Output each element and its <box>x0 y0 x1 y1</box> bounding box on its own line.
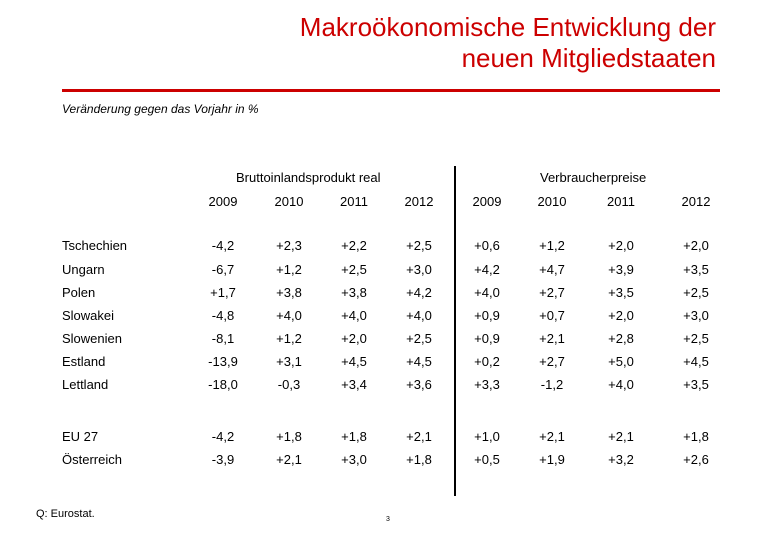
table-cell: +0,7 <box>539 308 565 323</box>
table-cell: +3,6 <box>406 377 432 392</box>
table-cell: +1,9 <box>539 452 565 467</box>
table-cell: +0,9 <box>474 308 500 323</box>
table-cell: +1,2 <box>539 238 565 253</box>
table-cell: -13,9 <box>208 354 238 369</box>
table-cell: +0,6 <box>474 238 500 253</box>
table-cell: +3,8 <box>341 285 367 300</box>
title-line-1: Makroökonomische Entwicklung der <box>299 12 716 42</box>
table-cell: +2,1 <box>276 452 302 467</box>
table-cell: -4,2 <box>211 429 235 444</box>
table-cell: +2,3 <box>276 238 302 253</box>
table-cell: +2,8 <box>608 331 634 346</box>
country-label: EU 27 <box>62 429 99 444</box>
table-cell: -1,2 <box>540 377 564 392</box>
country-label: Tschechien <box>62 238 128 253</box>
table-cell: +0,9 <box>474 331 500 346</box>
table-cell: +4,0 <box>341 308 367 323</box>
subtitle: Veränderung gegen das Vorjahr in % <box>62 102 259 116</box>
year-header: 2012 <box>404 194 434 209</box>
table-cell: +4,7 <box>539 262 565 277</box>
table-cell: +3,5 <box>683 377 709 392</box>
table-cell: +4,0 <box>276 308 302 323</box>
year-header: 2010 <box>274 194 304 209</box>
table-cell: +3,9 <box>608 262 634 277</box>
table-cell: +2,6 <box>683 452 709 467</box>
table-cell: +3,5 <box>608 285 634 300</box>
table-cell: +4,5 <box>683 354 709 369</box>
table-cell: +3,1 <box>276 354 302 369</box>
table-cell: +2,7 <box>539 354 565 369</box>
table-cell: -3,9 <box>211 452 235 467</box>
table-cell: +1,8 <box>406 452 432 467</box>
country-label: Lettland <box>62 377 109 392</box>
table-cell: -4,8 <box>211 308 235 323</box>
table-cell: +1,7 <box>210 285 236 300</box>
column-divider <box>454 166 456 496</box>
year-header: 2011 <box>607 194 635 209</box>
table-cell: +1,2 <box>276 262 302 277</box>
year-header: 2010 <box>537 194 567 209</box>
page-title <box>300 12 716 74</box>
table-cell: +1,0 <box>474 429 500 444</box>
title-divider <box>62 89 720 92</box>
country-label: Slowenien <box>62 331 122 346</box>
table-cell: -18,0 <box>208 377 238 392</box>
country-label: Polen <box>62 285 96 300</box>
table-cell: +2,5 <box>406 238 432 253</box>
year-header: 2009 <box>472 194 502 209</box>
table-cell: +5,0 <box>608 354 634 369</box>
table-cell: -4,2 <box>211 238 235 253</box>
table-cell: +2,1 <box>406 429 432 444</box>
country-label: Estland <box>62 354 106 369</box>
year-header: 2011 <box>340 194 368 209</box>
year-header: 2012 <box>681 194 711 209</box>
table-cell: -6,7 <box>211 262 235 277</box>
table-cell: -0,3 <box>277 377 301 392</box>
page-number: 3 <box>386 516 390 523</box>
table-cell: +3,0 <box>406 262 432 277</box>
table-cell: +1,8 <box>276 429 302 444</box>
table-cell: +3,0 <box>341 452 367 467</box>
table-cell: +2,1 <box>608 429 634 444</box>
cpi-group-label: Verbraucherpreise <box>540 170 647 185</box>
table-cell: +3,0 <box>683 308 709 323</box>
gdp-group-label: Bruttoinlandsprodukt real <box>236 170 381 185</box>
table-cell: +3,4 <box>341 377 367 392</box>
table-cell: +4,2 <box>474 262 500 277</box>
table-cell: +2,5 <box>341 262 367 277</box>
table-cell: +4,0 <box>474 285 500 300</box>
table-cell: +2,7 <box>539 285 565 300</box>
table-cell: +3,8 <box>276 285 302 300</box>
table-cell: +4,5 <box>406 354 432 369</box>
title-line-2: neuen Mitgliedstaaten <box>461 43 716 73</box>
table-cell: +2,0 <box>683 238 709 253</box>
table-cell: +2,0 <box>341 331 367 346</box>
table-cell: +2,2 <box>341 238 367 253</box>
table-cell: +2,5 <box>683 285 709 300</box>
table-cell: +2,0 <box>608 308 634 323</box>
table-cell: +4,2 <box>406 285 432 300</box>
source-note: Q: Eurostat. <box>36 508 95 520</box>
table-cell: +3,5 <box>683 262 709 277</box>
table-cell: +2,1 <box>539 429 565 444</box>
table-cell: +3,3 <box>474 377 500 392</box>
table-cell: -8,1 <box>211 331 235 346</box>
table-cell: +2,5 <box>683 331 709 346</box>
table-cell: +2,0 <box>608 238 634 253</box>
table-cell: +1,2 <box>276 331 302 346</box>
table-cell: +2,5 <box>406 331 432 346</box>
table-cell: +4,5 <box>341 354 367 369</box>
table-cell: +4,0 <box>608 377 634 392</box>
country-label: Österreich <box>62 452 122 467</box>
table-cell: +2,1 <box>539 331 565 346</box>
table-cell: +1,8 <box>683 429 709 444</box>
table-cell: +1,8 <box>341 429 367 444</box>
country-label: Ungarn <box>62 262 105 277</box>
table-cell: +3,2 <box>608 452 634 467</box>
table-cell: +0,5 <box>474 452 500 467</box>
table-cell: +4,0 <box>406 308 432 323</box>
country-label: Slowakei <box>62 308 115 323</box>
table-cell: +0,2 <box>474 354 500 369</box>
year-header: 2009 <box>208 194 238 209</box>
